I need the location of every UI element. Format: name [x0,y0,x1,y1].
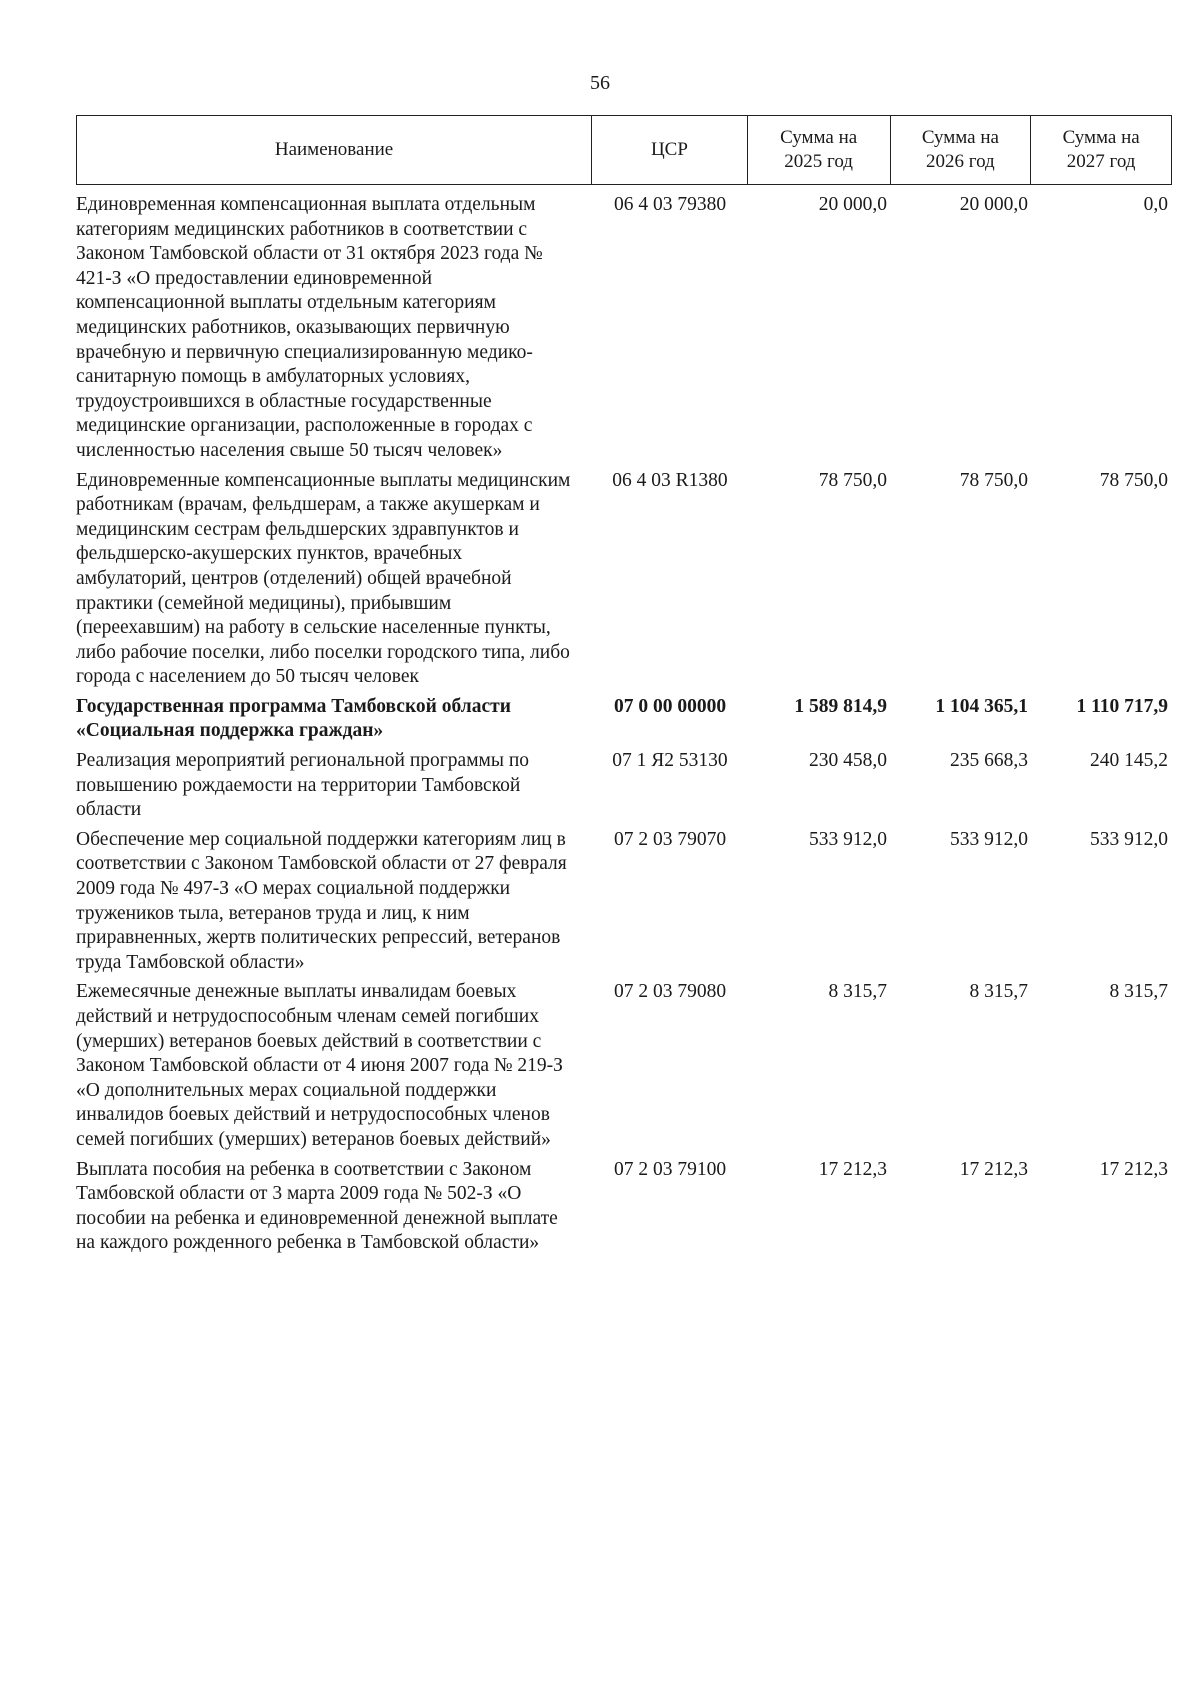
table-row [76,469,1172,690]
header-sum-2025: Сумма на 2025 год [748,116,891,184]
row-sum-2025: 1 589 814,9 [794,695,887,717]
row-csr: 07 0 00 00000 [613,695,727,717]
table-row [76,193,1172,464]
row-sum-2025: 533 912,0 [809,828,887,850]
page-number: 56 [590,72,610,94]
row-sum-2026: 8 315,7 [969,981,1028,1003]
row-sum-2025: 230 458,0 [809,750,887,772]
table-body [76,193,1172,1261]
header-sum-2027: Сумма на 2027 год [1062,127,1140,172]
table-row [76,749,1172,823]
header-csr: ЦСР [592,116,748,184]
header-sum-2026: Сумма на 2026 год [891,116,1032,184]
row-name: Государственная программа Тамбовской области «Социальная поддержка граждан» [76,695,511,742]
row-sum-2026: 17 212,3 [959,1158,1028,1180]
row-csr: 07 2 03 79080 [613,981,727,1003]
table-row [76,828,1172,976]
row-sum-2025: 17 212,3 [818,1158,887,1180]
header-name: Наименование [77,116,592,184]
table-row [76,980,1172,1152]
row-sum-2027: 1 110 717,9 [1076,695,1168,717]
row-name: Обеспечение мер социальной поддержки категориям лиц в соответствии с Законом Тамбовской области от 27 февраля 2009 года № 497-З «О мерах социальной поддержки тружеников тыла, ветеранов труда и лиц, к ним приравненных, жертв политических репрессий, ветеранов труда Тамбовской области» [76,828,567,973]
row-csr: 07 2 03 79070 [613,828,727,850]
row-sum-2025: 20 000,0 [818,194,887,215]
row-csr: 06 4 03 R1380 [612,469,728,491]
table-row [76,695,1172,744]
row-sum-2027: 240 145,2 [1090,750,1168,772]
row-sum-2026: 235 668,3 [950,750,1028,772]
row-sum-2027: 78 750,0 [1099,469,1168,491]
row-sum-2026: 20 000,0 [959,194,1028,215]
table-header [76,115,1172,185]
row-sum-2027: 17 212,3 [1099,1158,1168,1180]
row-name: Реализация мероприятий региональной программы по повышению рождаемости на территории Тамбовской области [76,750,530,821]
row-sum-2026: 1 104 365,1 [935,695,1028,717]
row-sum-2027: 533 912,0 [1090,828,1168,850]
row-sum-2026: 78 750,0 [959,469,1028,491]
row-sum-2025: 78 750,0 [818,469,887,491]
row-csr: 07 1 Я2 53130 [612,750,728,772]
row-sum-2026: 533 912,0 [950,828,1028,850]
row-csr: 07 2 03 79100 [613,1158,727,1180]
row-sum-2027: 0,0 [1143,194,1168,215]
table-row [76,1158,1172,1256]
row-sum-2025: 8 315,7 [828,981,887,1003]
row-name: Ежемесячные денежные выплаты инвалидам боевых действий и нетрудоспособным членам семей погибших (умерших) ветеранов боевых действий в соответствии с Законом Тамбовской области от 4 июня 2007 года № 219-З «О дополнительных мерах социальной поддержки инвалидов боевых действий и нетрудоспособных членов семей погибших (умерших) ветеранов боевых действий» [76,981,563,1150]
row-name: Единовременные компенсационные выплаты медицинским работникам (врачам, фельдшерам, а также акушеркам и медицинским сестрам фельдшерских здравпунктов и фельдшерско-акушерских пунктов, врачебных амбулаторий, центров (отделений) общей врачебной практики (семейной медицины), прибывшим (переехавшим) на работу в сельские населенные пункты, либо рабочие поселки, либо поселки городского типа, либо города с населением до 50 тысяч человек [76,469,571,688]
row-sum-2027: 8 315,7 [1109,981,1168,1003]
row-name: Единовременная компенсационная выплата отдельным категориям медицинских работников в соответствии с Законом Тамбовской области от 31 октября 2023 года № 421-З «О предоставлении единовременной компенсационной выплаты отдельным категориям медицинских работников, оказывающих первичную врачебную и первичную специализированную медико-санитарную помощь в амбулаторных условиях, трудоустроившихся в областные государственные медицинские организации, расположенные в городах с численностью населения свыше 50 тысяч человек» [76,194,543,461]
row-name: Выплата пособия на ребенка в соответствии с Законом Тамбовской области от 3 марта 2009 года № 502-З «О пособии на ребенка и единовременной денежной выплате на каждого рожденного ребенка в Тамбовской области» [76,1158,558,1254]
row-csr: 06 4 03 79380 [613,194,727,215]
